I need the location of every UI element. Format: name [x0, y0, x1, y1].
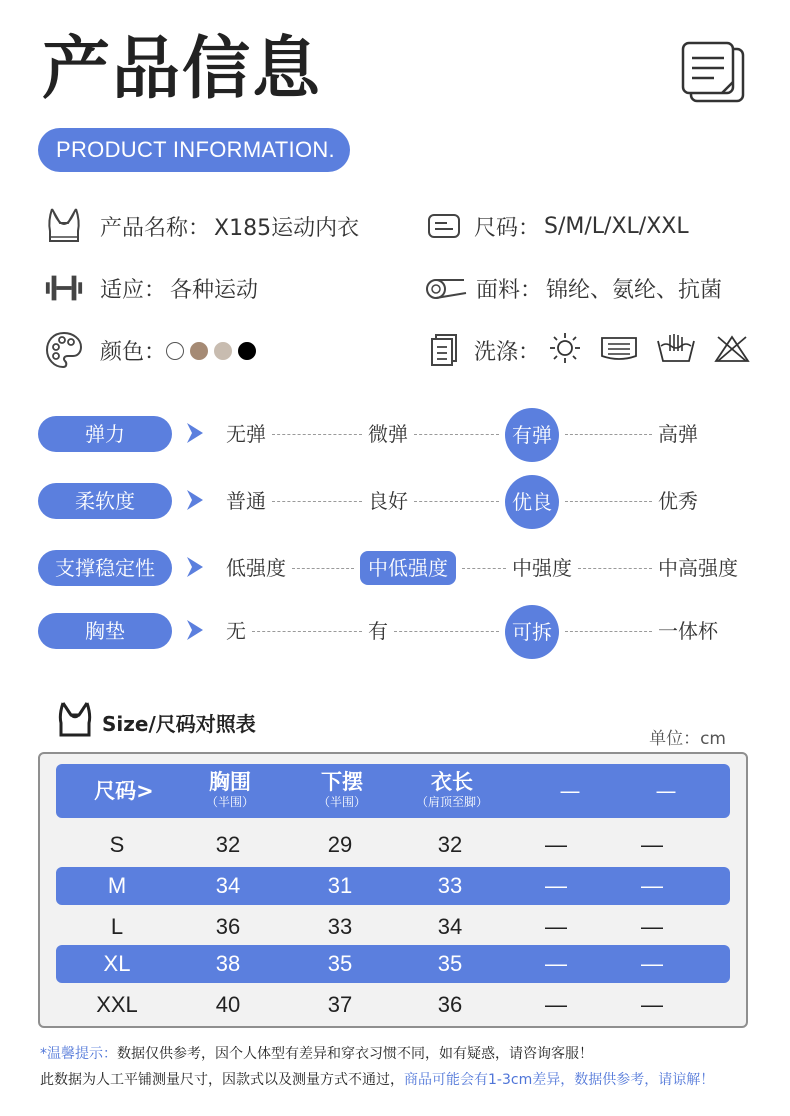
- hand-wash-icon: [656, 333, 696, 367]
- flat-dry-icon: [600, 334, 638, 366]
- scale-divider: [565, 631, 652, 632]
- cell-chest: 34: [215, 873, 241, 898]
- scale-option: 微弹: [368, 422, 408, 446]
- fit-label: 适应：: [100, 277, 167, 303]
- scale-label: 胸垫: [38, 613, 172, 649]
- info-wash: [424, 330, 750, 370]
- scale-option: 有: [368, 619, 388, 643]
- scale-option: 优秀: [658, 489, 698, 513]
- color-swatch[interactable]: [214, 342, 232, 360]
- cell-size: XL: [103, 951, 131, 976]
- palette-icon: [44, 330, 84, 370]
- scale-divider: [414, 501, 499, 502]
- scale-divider: [272, 434, 362, 435]
- scale-row: [38, 611, 758, 651]
- cell-col4: —: [545, 914, 567, 939]
- fabric-value: 锦纶、氨纶、抗菌: [546, 277, 723, 303]
- top-icon: [58, 701, 92, 743]
- scale-option: 中高强度: [658, 556, 738, 580]
- fabric-roll-icon: [424, 268, 468, 308]
- scale-option: 一体杯: [658, 619, 718, 643]
- cell-length: 36: [437, 992, 463, 1017]
- wash-label: 洗涤：: [474, 339, 541, 365]
- cell-chest: 38: [215, 951, 241, 976]
- scale-row: [38, 548, 758, 588]
- scale-divider: [252, 631, 362, 632]
- scale-option: 中强度: [512, 556, 572, 580]
- cell-size: XXL: [96, 992, 138, 1017]
- scale-label: 柔软度: [38, 483, 172, 519]
- color-label: 颜色：: [100, 339, 167, 365]
- cell-length: 34: [437, 914, 463, 939]
- section-subtitle: PRODUCT INFORMATION.: [38, 128, 350, 172]
- cell-size: S: [109, 832, 125, 857]
- cell-size: L: [110, 914, 124, 939]
- document-icon: [680, 40, 746, 104]
- scale-divider: [292, 568, 354, 569]
- size-tag-icon: [424, 206, 464, 246]
- scale-option: 无: [226, 619, 246, 643]
- cell-length: 33: [437, 873, 463, 898]
- scale-option-selected: 中低强度: [360, 551, 456, 585]
- scale-divider: [462, 568, 506, 569]
- info-fit: [44, 268, 258, 308]
- info-product-name: [44, 206, 359, 246]
- header-col4: —: [559, 779, 581, 803]
- cell-chest: 32: [215, 832, 241, 857]
- cell-hem: 29: [327, 832, 353, 857]
- cell-col4: —: [545, 832, 567, 857]
- scale-row: [38, 481, 758, 521]
- note-line-1: *温馨提示：数据仅供参考，因个人体型有差异和穿衣习惯不同，如有疑惑，请咨询客服！: [40, 1046, 593, 1062]
- size-value: S/M/L/XL/XXL: [544, 213, 689, 239]
- dumbbell-icon: [44, 268, 84, 308]
- name-label: 产品名称：: [100, 215, 211, 241]
- info-color: [44, 330, 256, 370]
- scale-divider: [394, 631, 499, 632]
- cell-col5: —: [641, 951, 663, 976]
- cell-col5: —: [641, 832, 663, 857]
- fit-value: 各种运动: [170, 277, 259, 303]
- care-label-icon: [424, 330, 464, 370]
- scale-option: 普通: [226, 489, 266, 513]
- unit-label: 单位：cm: [649, 729, 726, 749]
- cell-chest: 36: [215, 914, 241, 939]
- size-chart-title: Size/尺码对照表: [102, 711, 256, 736]
- arrow-right-icon: [186, 489, 204, 511]
- table-header: [56, 764, 730, 818]
- info-fabric: [424, 268, 722, 308]
- sun-dry-icon: [548, 331, 582, 369]
- cell-hem: 35: [327, 951, 353, 976]
- name-value: X185运动内衣: [214, 215, 360, 241]
- scale-label: 支撑稳定性: [38, 550, 172, 586]
- header-chest: 胸围 （半围）: [205, 770, 254, 809]
- cell-hem: 31: [327, 873, 353, 898]
- color-swatch[interactable]: [238, 342, 256, 360]
- cell-col5: —: [641, 992, 663, 1017]
- size-table: [38, 752, 748, 1028]
- no-bleach-icon: [714, 333, 750, 367]
- scale-label: 弹力: [38, 416, 172, 452]
- header-length: 衣长 （肩顶至脚）: [415, 770, 488, 809]
- arrow-right-icon: [186, 619, 204, 641]
- scale-row: [38, 414, 758, 454]
- page-title: 产品信息: [42, 30, 323, 109]
- color-swatch[interactable]: [166, 342, 184, 360]
- scale-option-selected: 有弹: [505, 408, 559, 462]
- header-hem: 下摆 （半围）: [317, 770, 366, 809]
- scale-divider: [578, 568, 652, 569]
- scale-option: 高弹: [658, 422, 698, 446]
- scale-option-selected: 可拆: [505, 605, 559, 659]
- cell-chest: 40: [215, 992, 241, 1017]
- header-col5: —: [655, 779, 677, 803]
- note-line-2: 此数据为人工平铺测量尺寸，因款式以及测量方式不通过，商品可能会有1-3cm差异，数据供参考，请谅解！: [40, 1072, 715, 1088]
- cell-hem: 33: [327, 914, 353, 939]
- scale-option: 无弹: [226, 422, 266, 446]
- cell-length: 35: [437, 951, 463, 976]
- scale-option: 低强度: [226, 556, 286, 580]
- cell-hem: 37: [327, 992, 353, 1017]
- scale-divider: [414, 434, 499, 435]
- bra-icon: [44, 206, 84, 246]
- scale-divider: [272, 501, 362, 502]
- color-swatches: [166, 340, 256, 360]
- cell-size: M: [107, 873, 127, 898]
- cell-col4: —: [545, 951, 567, 976]
- scale-option: 良好: [368, 489, 408, 513]
- cell-col5: —: [641, 873, 663, 898]
- cell-col5: —: [641, 914, 663, 939]
- wash-icons: [548, 331, 750, 369]
- header-size: 尺码>: [94, 779, 154, 803]
- scale-divider: [565, 501, 652, 502]
- color-swatch[interactable]: [190, 342, 208, 360]
- size-chart-header: [58, 702, 256, 742]
- arrow-right-icon: [186, 556, 204, 578]
- info-size: [424, 206, 689, 246]
- cell-col4: —: [545, 992, 567, 1017]
- cell-length: 32: [437, 832, 463, 857]
- fabric-label: 面料：: [476, 277, 543, 303]
- scale-option-selected: 优良: [505, 475, 559, 529]
- cell-col4: —: [545, 873, 567, 898]
- size-label: 尺码：: [474, 215, 541, 241]
- scale-divider: [565, 434, 652, 435]
- arrow-right-icon: [186, 422, 204, 444]
